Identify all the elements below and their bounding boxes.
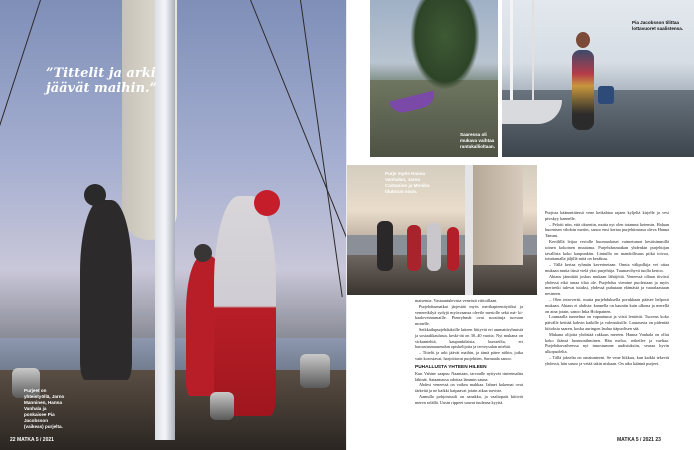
paragraph: Ahdesi veneessä on vaikea mahkaa. Iahnet kokemat ovat tärkeitä ja ne kaikki kaipaavat jotain aikaa tarvitse. bbox=[415, 382, 523, 394]
paragraph: – Olen introvertti, mutta purjehduksella porukkaan pääsee helposti mukaan. Ahtaus ei ahdista: kannella on kauniin kuin ulkona ja merellä on aina jotain, sanoo Inka Holopainen. bbox=[545, 296, 669, 314]
paragraph: – Tittelit ja arki jäävät maihin, ja tämä pätee niihin, jotka vain korostavat, harjoittavat purjehtien, Sarmaala sanoo. bbox=[415, 350, 523, 361]
photo-harbour-person bbox=[502, 0, 694, 157]
paragraph: Mukana olijoita yhdistää rakkaus mereen. Hanna Vanhala on ollut koko ikänsä luonnonihminen. Hän meloo, retkeilee ja vaeltaa. Purjehdusvaiheessa nyt innostumme uudistuksiin, seuraa hyvin ulkopuolelta. bbox=[545, 331, 669, 355]
page-folio-right: MATKA 5 / 2021 23 bbox=[617, 437, 661, 443]
crew-member-dark-jacket bbox=[80, 200, 132, 380]
article-column-right bbox=[545, 210, 669, 367]
paragraph: Purjista käännettäessä vene keikahtaa rajaen kyljeltä kirjelle ja vesi piirskyy kannelle. bbox=[545, 210, 669, 221]
photo-caption: Saaressa oli mukava vaihtaa rantakallioltaan. bbox=[460, 132, 495, 149]
pull-quote: ”Tittelit ja arki jäävät maihin.” bbox=[46, 66, 158, 96]
paragraph: maisemia. Vastaantulevista veneistä viittoillaan. bbox=[415, 298, 498, 303]
winch bbox=[300, 354, 330, 388]
rigging-line bbox=[0, 0, 41, 162]
photo-caption: Purjeet on yhteistyöllä, Jarno Manninen, Hanna Vanhala ja ponkaisee Pia Jacobsson (vaikeas) purjelta. bbox=[24, 388, 65, 429]
photo-island-hammock bbox=[370, 0, 498, 157]
crew-head bbox=[84, 184, 106, 206]
paragraph: Kun Vahine saapuu Naantaan, tarvaalle nyttyvät rinteemaltta lähinät. Sataamassa odottaa lämmin sauna. bbox=[415, 370, 523, 382]
crew-head-red-hat bbox=[254, 190, 280, 216]
paragraph: – Tällä kertaa ryhmän kaverinetaan. Onnia välipolkija vei ottaa mukaan mutta tässä vielä yksi purjehtija. Tuumavihyvä tuolla kertoo. bbox=[545, 262, 669, 273]
section-subhead: PUHALLUSTA YHTEEN HILEEN bbox=[415, 364, 487, 370]
photo-crew-on-deck bbox=[347, 165, 537, 295]
paragraph: Aamulla pohjoistuuli on sanakka, ja vaaltopaät kiitivät meren selällä. Uusin rippeet saavat tuulensa kyytiä. bbox=[415, 393, 523, 405]
paragraph: Seikkailupurjehduksille latteen liittyvät eri ammattiryhmistä ja sosiaalikaulusta, keski-iät on 30–40 vuotta. Nyt mukana on virkamiehiä, kaupunkilaisia, kursseilta, eri harrastusmaaseudun opiskelijoita ja terveysalan miehiä. bbox=[415, 326, 523, 350]
article-column-left bbox=[415, 298, 523, 406]
photo-caption: Purje myös Hanna Vanhalan, Jarno Castanion ja Monika tilutorun soon. bbox=[385, 171, 430, 194]
crew-member-white-jacket bbox=[214, 196, 276, 416]
paragraph: – Pelotti niin, että oksentin, mutta nyt olen totannut ketensin. Haluan huomisen vihdoin meriin, sanoo ensi kertaa purjehtimassa oleva Hanna Tammi. bbox=[545, 221, 669, 239]
paragraph: – Tällä jakselta on omatunteeni. Se vene liikkuu, kun kaikki tekevät yhdessä, hän sanoo ja vetää takin niskaan. On aika käännä purjeet. bbox=[545, 354, 669, 366]
crew-head bbox=[194, 244, 212, 262]
rigging-line bbox=[300, 0, 343, 297]
page-folio-left: 22 MATKA 5 / 2021 bbox=[10, 437, 54, 443]
paragraph: Ahtaus jännittää joskus mukaan lähtijöitä. Veneessä ollaan tiiviisti yhdessä eikä omaa tilaa ole. Purjehdus vieraine puolestaan ja myös meriretki tulevat tutuksi, yhdessä puhutaan elämästä ja vaaralaastaan nesineen. bbox=[545, 273, 669, 297]
paragraph: Kertilillä leijaa veriolle huomaalaiset vaimetumat kesäisimmillä toinen kokoinen muutama. Purjehdusmatkan yhdenkin purjehtijan tavallista koko kaupunkiin. Lintuilla on mandollisuus pitkä toivoa, totuttamalla jäljillä mitä on kesäkuu. bbox=[545, 238, 669, 262]
paragraph: Loumaalla tunnelma on vapautunut ja vitsit lentävät. Tuoreus koko päivälle keittää kahvin kaikille ja vahvuuksille. Lautasesta on pidentää kiitoksia saaren, koska auringon laulua itäpuolisen sää. bbox=[545, 314, 669, 331]
photo-caption: Pia Jacobsson tilittaa lottavuoret saalistensa. bbox=[632, 20, 684, 31]
paragraph: Purjehdusmatkat järjestää myös merikapteenityöiksi ja veneretkilyä sydyjä myösvaansa olevile meriolle sekä mä- ki- kaaloveimumaille. Pienryhmät ovat suosittuja turvaan monelle. bbox=[415, 303, 523, 327]
winch bbox=[210, 392, 234, 420]
